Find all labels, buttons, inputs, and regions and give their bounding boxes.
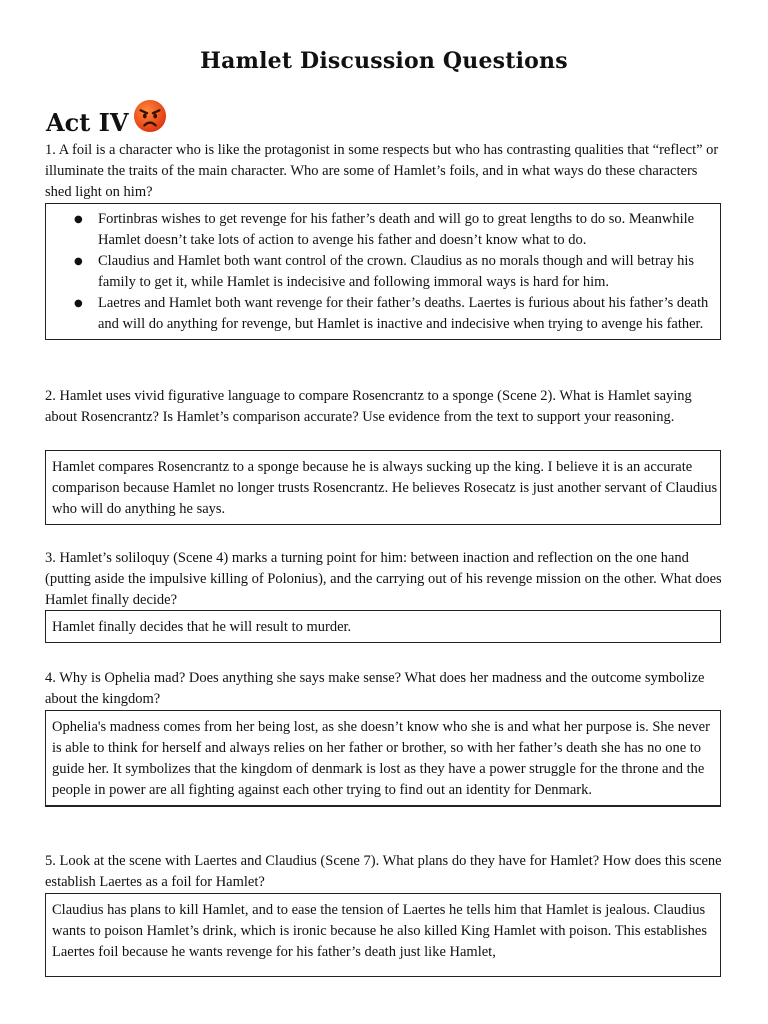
answer-box-1 — [45, 203, 721, 340]
answer-box-5: Claudius has plans to kill Hamlet, and to ease the tension of Laertes he tells him that Hamlet is jealous. Claudius wants to poison Hamlet’s drink, which is ironic because he also killed King Hamlet with poison. This establishes Laertes foil because he wants revenge for his father’s death just like Hamlet, — [45, 893, 721, 977]
question-3: 3. Hamlet’s soliloquy (Scene 4) marks a turning point for him: between inaction and reflection on the one hand (putting aside the impulsive killing of Polonius), and the carrying out of his revenge mission on the other. What does Hamlet finally decide? — [45, 550, 722, 608]
answer-box-2: Hamlet compares Rosencrantz to a sponge because he is always sucking up the king. I believe it is an accurate comparison because Hamlet no longer trusts Rosencrantz. He believes Rosecatz is just another servant of Claudius who will do anything he says. — [45, 450, 721, 525]
act-heading — [46, 108, 167, 137]
question-4: 4. Why is Ophelia mad? Does anything she says make sense? What does her madness and the outcome symbolize about the kingdom? — [45, 670, 705, 707]
list-item: ● Claudius and Hamlet both want control of the crown. Claudius as no morals though and will betray his family to get it, while Hamlet is indecisive and following immoral ways is hard for him. — [98, 251, 720, 293]
question-5: 5. Look at the scene with Laertes and Claudius (Scene 7). What plans do they have for Hamlet? How does this scene establish Laertes as a foil for Hamlet? — [45, 853, 722, 890]
question-1: 1. A foil is a character who is like the protagonist in some respects but who has contrasting qualities that “reflect” or illuminate the traits of the main character. Who are some of Hamlet’s foils, and in what ways do these characters shed light on him? — [45, 142, 719, 200]
foils-list — [52, 209, 720, 335]
angry-face-icon — [133, 99, 167, 133]
list-item: ● Fortinbras wishes to get revenge for his father’s death and will go to great lengths to do so. Meanwhile Hamlet doesn’t take lots of action to avenge his father and doesn’t know what to do. — [98, 209, 720, 251]
list-item: ● Laetres and Hamlet both want revenge for their father’s deaths. Laertes is furious about his father’s death and will do anything for revenge, but Hamlet is inactive and indecisive when trying to avenge his father. — [98, 293, 720, 335]
answer-box-4: Ophelia's madness comes from her being lost, as she doesn’t know who she is and what her purpose is. She never is able to think for herself and always relies on her father or brother, so with her father’s death she has no one to guide her. It symbolizes that the kingdom of denmark is lost as they have a power struggle for the throne and the people in power are all fighting against each other trying to find out an identity for Denmark. — [45, 710, 721, 807]
act-label: Act IV — [46, 108, 129, 137]
answer-box-3: Hamlet finally decides that he will result to murder. — [45, 610, 721, 643]
question-2: 2. Hamlet uses vivid figurative language to compare Rosencrantz to a sponge (Scene 2). What is Hamlet saying about Rosencrantz? Is Hamlet’s comparison accurate? Use evidence from the text to support your reasoning. — [45, 388, 692, 425]
page-title: Hamlet Discussion Questions — [200, 48, 568, 74]
